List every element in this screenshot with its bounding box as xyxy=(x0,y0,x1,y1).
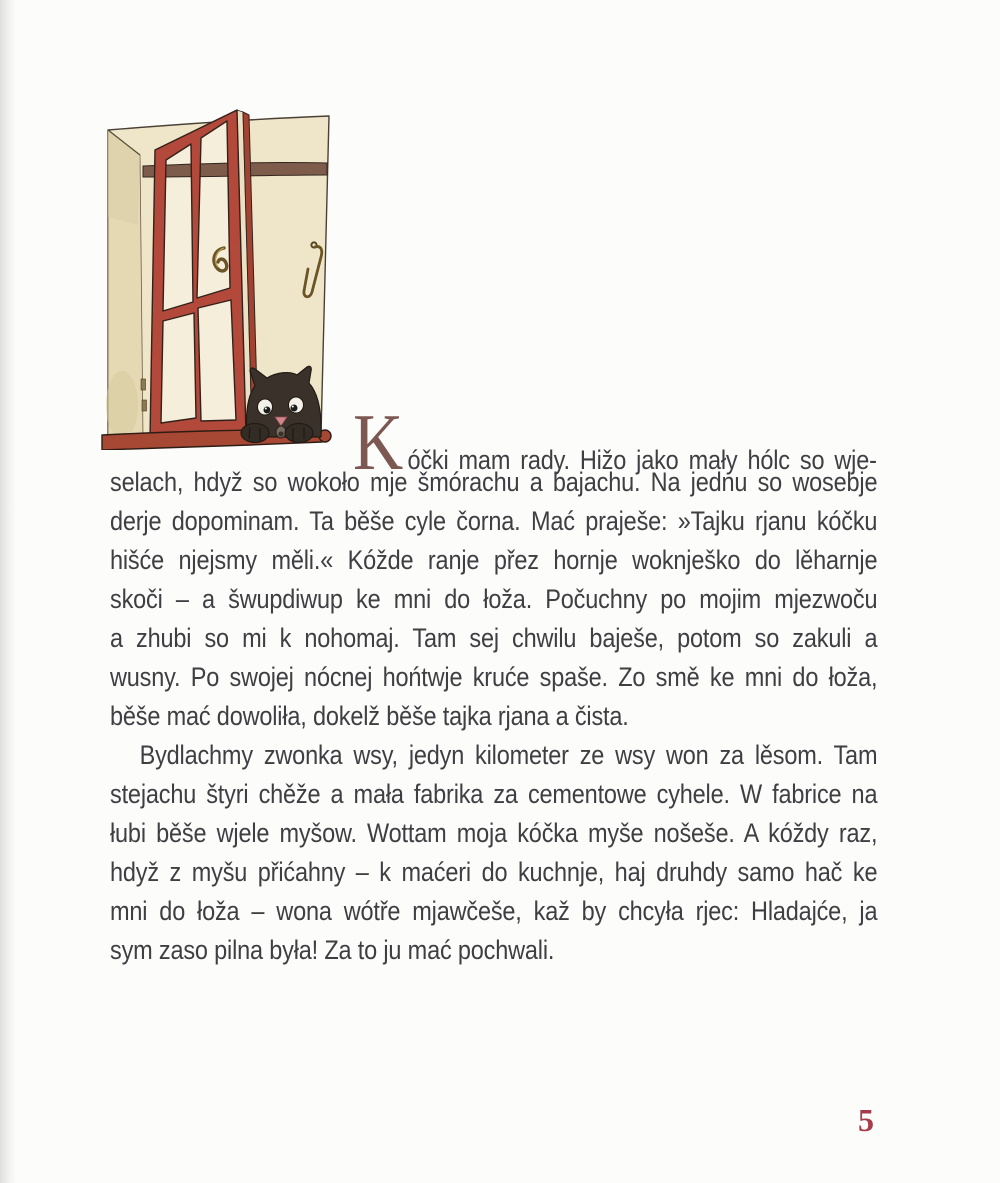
text-line: derje dopominam. Ta běše cyle čorna. Mać praješe: »Tajku rjanu kóčku xyxy=(110,506,878,536)
text-line: hdyž z myšu přićahny – k maćeri do kuchnje, haj druhdy samo hač ke xyxy=(110,857,878,887)
text-line: sym zaso pilna była! Za to ju mać pochwali. xyxy=(110,935,555,965)
text-line: a zhubi so mi k nohomaj. Tam sej chwilu baješe, potom so zakuli a xyxy=(110,623,878,653)
text-line: skoči – a šwupdiwup ke mni do łoža. Počuchny po mojim mjezwoču xyxy=(110,584,878,614)
text-line: stejachu štyri chěže a mała fabrika za cementowe cyhele. W fabrice na xyxy=(110,779,878,809)
text-line: běše mać dowoliła, dokelž běše tajka rjana a čista. xyxy=(110,701,629,731)
text-line: Bydlachmy zwonka wsy, jedyn kilometer ze wsy won za lěsom. Tam xyxy=(139,740,878,770)
text-line: wusny. Po swojej nócnej hońtwje kruće spaše. Zo smě ke mni do łoža, xyxy=(110,662,878,692)
text-line-first xyxy=(353,399,877,487)
text-line: hišće njejsmy měli.« Kóžde ranje přez hornje woknješko do lěharnje xyxy=(110,545,878,575)
drop-cap: K xyxy=(353,399,404,487)
page-number: 5 xyxy=(858,1102,874,1138)
window-cat-illustration-icon xyxy=(100,105,345,450)
black-cat-icon xyxy=(241,366,321,442)
text-line: mni do łoža – wona wótře mjawčeše, kaž by chcyła rjec: Hladajće, ja xyxy=(110,896,878,926)
text-line: óčki mam rady. Hižo jako mały hólc so wje- xyxy=(407,445,877,475)
text-line: selach, hdyž so wokoło mje šmórachu a bajachu. Na jednu so wosebje xyxy=(110,467,878,497)
text-line: łubi běše wjele myšow. Wottam moja kóčka myše nošeše. A kóždy raz, xyxy=(110,818,878,848)
scan-edge-shadow xyxy=(0,0,16,1183)
